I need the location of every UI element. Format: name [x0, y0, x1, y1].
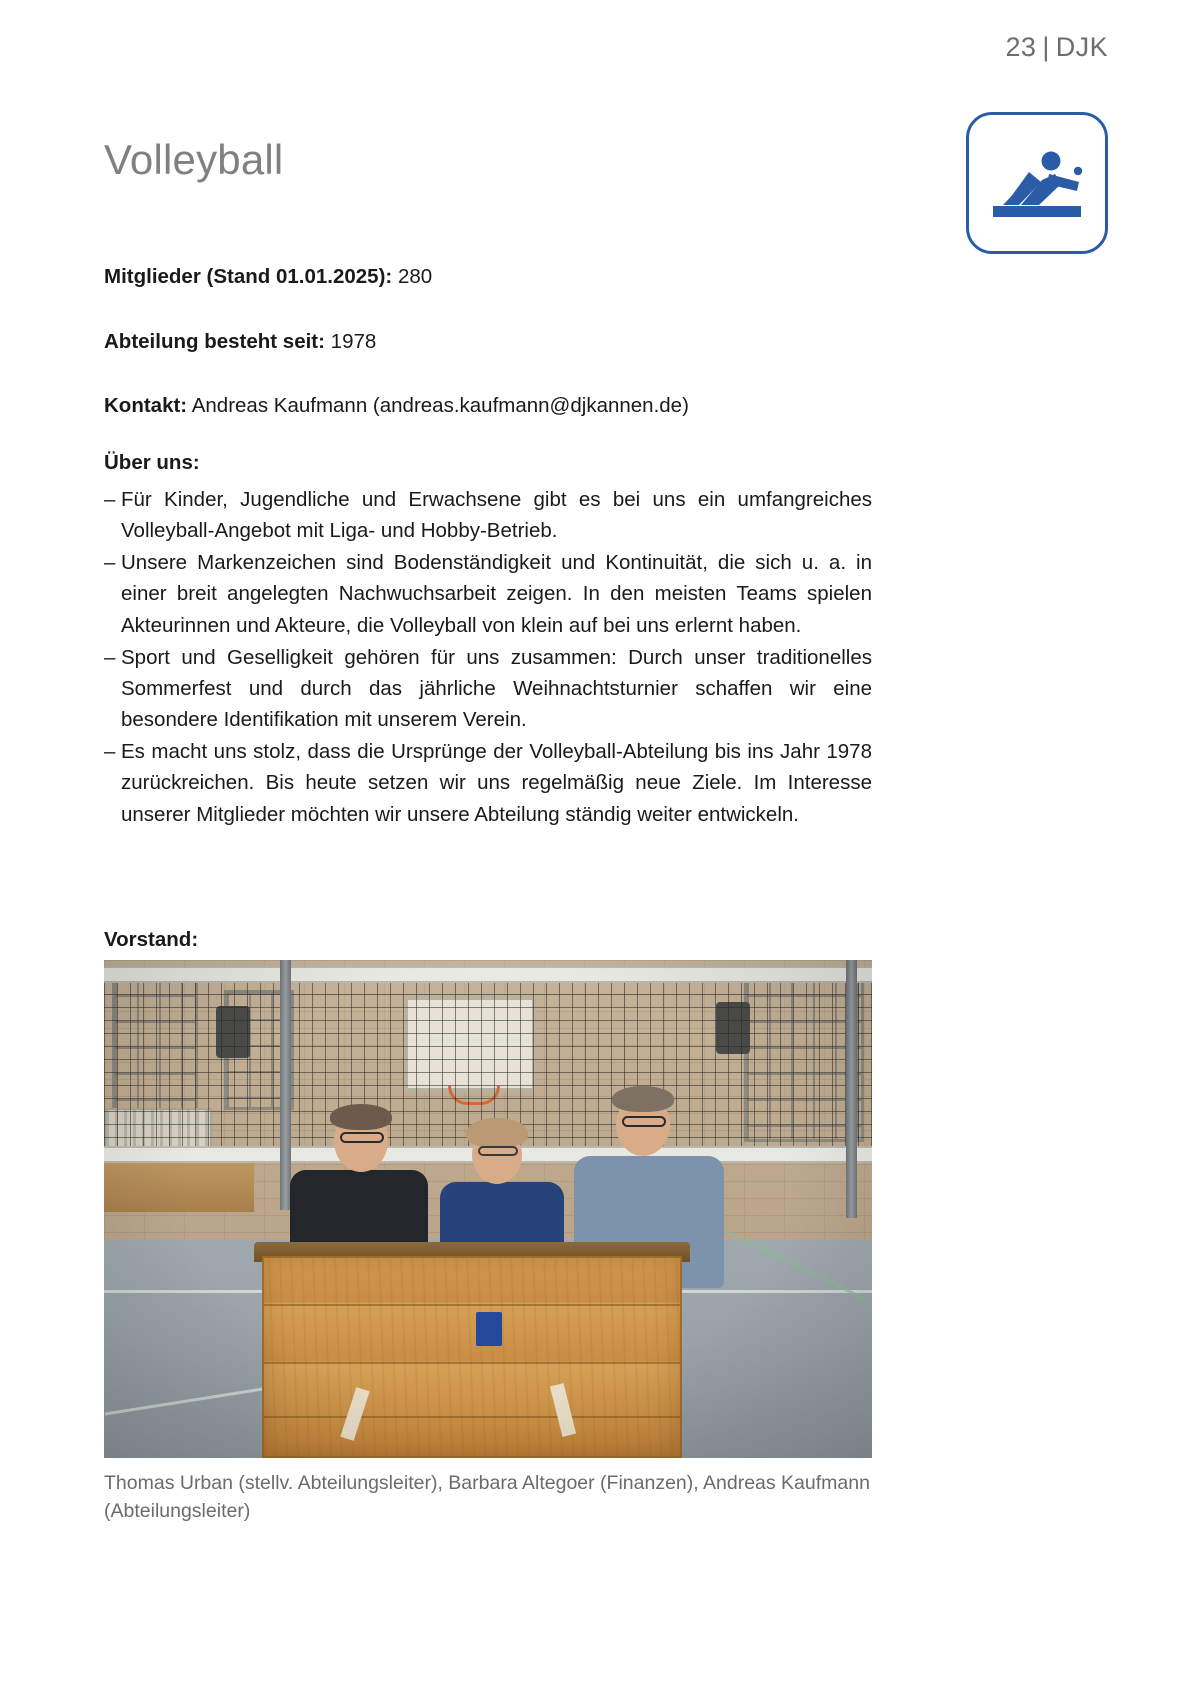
- volleyball-dig-pictogram-icon: [989, 144, 1085, 222]
- list-item: [104, 484, 872, 546]
- photo-person-glasses: [340, 1132, 384, 1143]
- contact-line: [104, 392, 689, 420]
- photo-person-hair: [330, 1104, 392, 1130]
- bullet-dash: –: [104, 551, 116, 575]
- photo-net-post: [846, 960, 857, 1218]
- sport-icon-badge: [966, 112, 1108, 254]
- bullet-dash: –: [104, 488, 116, 511]
- photo-bench: [104, 1156, 254, 1212]
- about-section: [104, 451, 872, 831]
- list-item: [104, 642, 872, 735]
- list-item-text: Für Kinder, Jugendliche und Erwachsene gibt es bei uns ein umfangreiches Volleyball-Angebot mit Liga- und Hobby-Betrieb.: [121, 488, 872, 543]
- members-value: 280: [397, 265, 433, 288]
- list-item: [104, 736, 872, 829]
- bullet-dash: –: [104, 740, 116, 764]
- photo-person-glasses: [478, 1146, 518, 1156]
- about-bullet-list: [104, 484, 872, 830]
- photo-caption: Thomas Urban (stellv. Abteilungsleiter), Barbara Altegoer (Finanzen), Andreas Kaufmann (Abteilungsleiter): [104, 1472, 870, 1522]
- founded-label: Abteilung besteht seit:: [104, 330, 325, 353]
- photo-person-glasses: [622, 1116, 666, 1127]
- members-line: [104, 263, 432, 291]
- photo-net-tape-top: [104, 966, 872, 983]
- photo-vaulting-box: [262, 1256, 682, 1458]
- page-number: 23: [1005, 32, 1037, 62]
- list-item: [104, 547, 872, 640]
- page-title: Volleyball: [104, 136, 284, 184]
- contact-label: Kontakt:: [104, 394, 188, 417]
- photo-box-seam: [264, 1304, 680, 1306]
- photo-box-seam: [264, 1362, 680, 1364]
- list-item-text: Sport und Geselligkeit gehören für uns zusammen: Durch unser traditionelles Sommerfest und durch das jährliche Weihnachtsturnier schaffen wir eine besondere Identifikation mit unserem Verein.: [121, 645, 872, 732]
- page-header: [1006, 32, 1108, 63]
- members-label: Mitglieder (Stand 01.01.2025):: [104, 265, 393, 288]
- board-heading: Vorstand:: [104, 928, 199, 951]
- board-photo: [104, 960, 872, 1458]
- photo-box-seam: [264, 1416, 680, 1418]
- bullet-dash: –: [104, 645, 116, 669]
- photo-net-post: [280, 960, 291, 1210]
- photo-person-hair: [466, 1118, 528, 1148]
- header-separator: |: [1042, 32, 1050, 62]
- founded-line: [104, 328, 376, 356]
- organization-name: DJK: [1055, 32, 1108, 62]
- contact-value: Andreas Kaufmann (andreas.kaufmann@djkannen.de): [191, 394, 689, 417]
- list-item-text: Unsere Markenzeichen sind Bodenständigkeit und Kontinuität, die sich u. a. in einer breit angelegten Nachwuchsarbeit zeigen. In den meisten Teams spielen Akteurinnen und Akteure, die Volleyball von klein auf bei uns erlernt haben.: [121, 551, 872, 637]
- photo-wood-grain: [264, 1258, 680, 1456]
- photo-box-label: [476, 1312, 502, 1346]
- photo-person-hair: [612, 1086, 674, 1112]
- founded-value: 1978: [330, 330, 377, 353]
- list-item-text: Es macht uns stolz, dass die Ursprünge der Volleyball-Abteilung bis ins Jahr 1978 zurückreichen. Bis heute setzen wir uns regelmäßig neue Ziele. Im Interesse unserer Mitglieder möchten wir unsere Abteilung ständig weiter entwickeln.: [121, 740, 872, 826]
- about-heading: Über uns:: [104, 451, 200, 474]
